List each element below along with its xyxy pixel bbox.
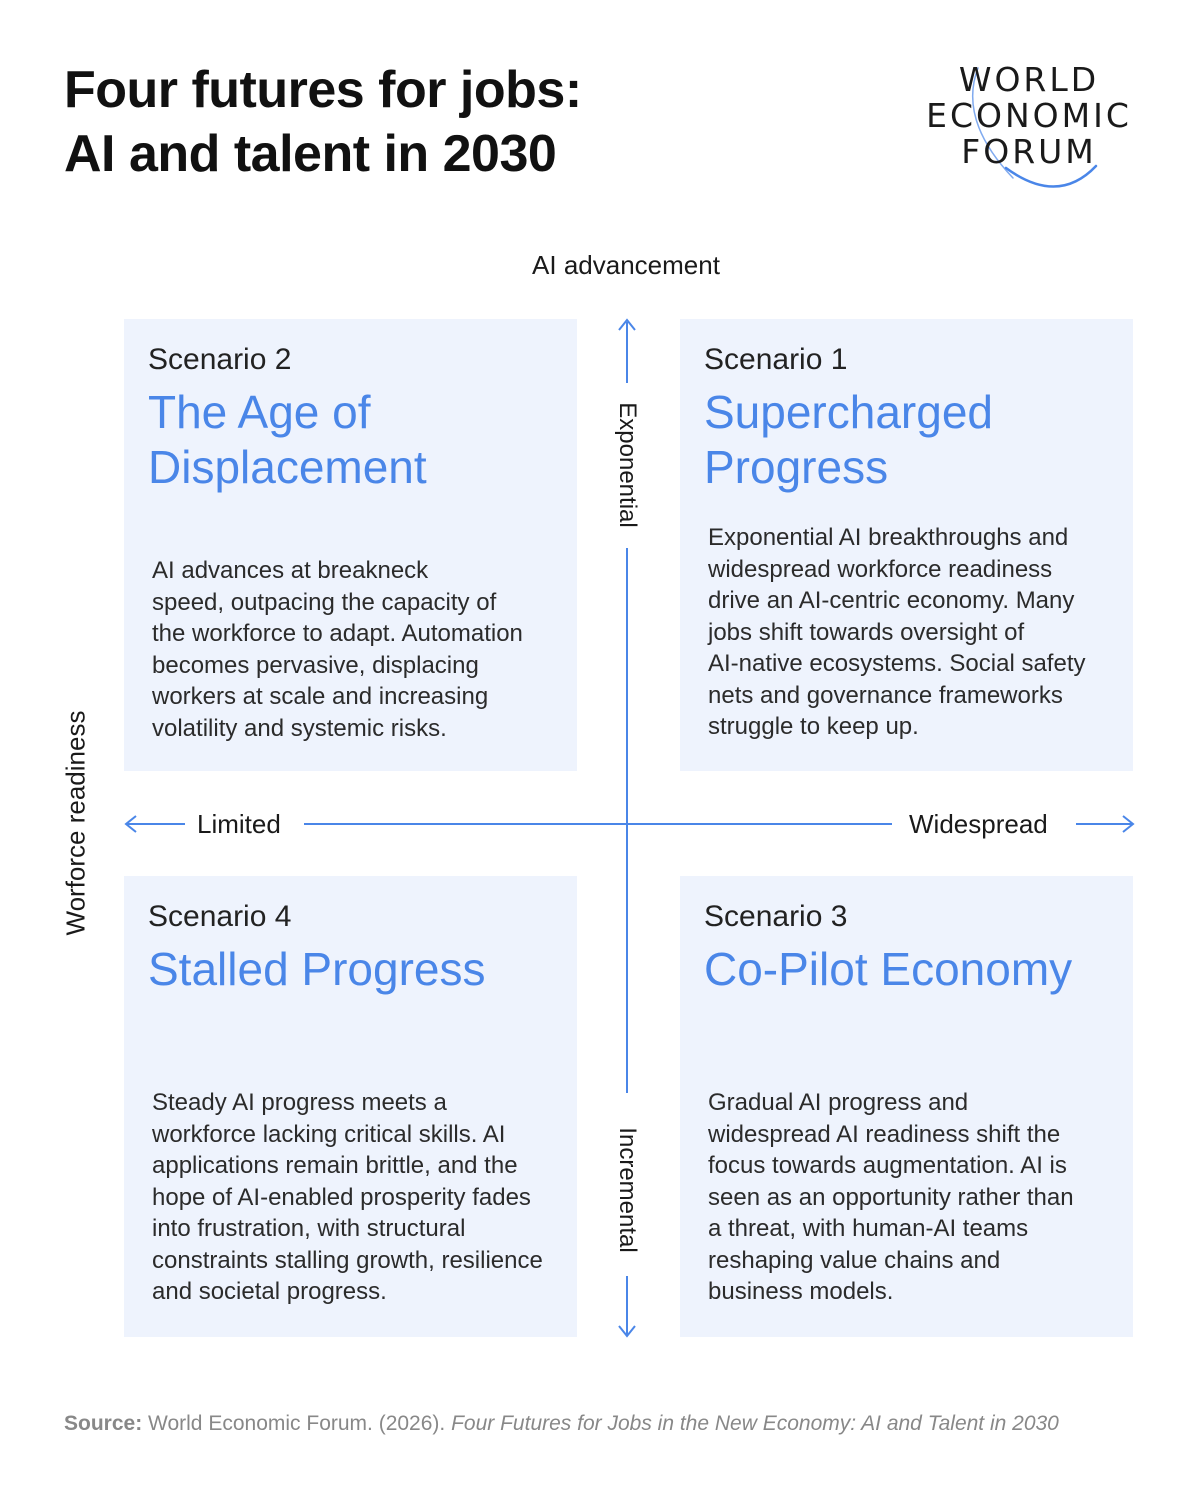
- desc-line: speed, outpacing the capacity of: [152, 588, 497, 616]
- desc-line: Exponential AI breakthroughs and: [708, 524, 1069, 551]
- desc-line: a threat, with human-AI teams: [708, 1215, 1029, 1242]
- axis-label-widespread: Widespread: [909, 809, 1048, 839]
- desc-line: widespread workforce readiness: [708, 555, 1053, 583]
- desc-line: nets and governance frameworks: [708, 681, 1063, 709]
- desc-line: workers at scale and increasing: [152, 683, 489, 710]
- desc-line: the workforce to adapt. Automation: [152, 620, 523, 647]
- axis-label-incremental: Incremental: [614, 1127, 641, 1253]
- desc-line: struggle to keep up.: [708, 713, 919, 740]
- logo-line-1: WORLD: [958, 60, 1100, 99]
- axis-label-exponential: Exponential: [614, 402, 641, 528]
- desc-line: into frustration, with structural: [152, 1215, 466, 1242]
- desc-line: and societal progress.: [152, 1278, 387, 1305]
- desc-line: becomes pervasive, displacing: [152, 651, 479, 679]
- vertical-axis-title: AI advancement: [532, 250, 720, 280]
- axis-label-limited: Limited: [197, 809, 281, 839]
- scenario-3-label: Scenario 3: [704, 900, 848, 933]
- desc-line: volatility and systemic risks.: [152, 714, 447, 742]
- desc-line: hope of AI-enabled prosperity fades: [152, 1183, 531, 1211]
- source-label: Source:: [64, 1412, 143, 1435]
- source-text: World Economic Forum. (2026).: [148, 1412, 446, 1435]
- desc-line: focus towards augmentation. AI is: [708, 1152, 1067, 1179]
- scenario-1-label: Scenario 1: [704, 343, 848, 376]
- horizontal-axis-title: Worforce readiness: [60, 710, 91, 936]
- scenario-2-label: Scenario 2: [148, 343, 292, 376]
- scenario-1-name-line-1: Supercharged: [704, 386, 993, 438]
- desc-line: business models.: [708, 1278, 894, 1305]
- desc-line: applications remain brittle, and the: [152, 1152, 518, 1179]
- desc-line: widespread AI readiness shift the: [708, 1120, 1061, 1148]
- desc-line: AI advances at breakneck: [152, 557, 429, 584]
- desc-line: workforce lacking critical skills. AI: [152, 1120, 506, 1148]
- desc-line: Steady AI progress meets a: [152, 1089, 447, 1116]
- scenario-1-name-line-2: Progress: [704, 441, 889, 493]
- desc-line: drive an AI-centric economy. Many: [708, 587, 1075, 614]
- source-note: [64, 1412, 1144, 1436]
- desc-line: jobs shift towards oversight of: [708, 618, 1025, 646]
- logo-line-2: ECONOMIC: [926, 96, 1132, 135]
- scenario-4-name-line-1: Stalled Progress: [148, 943, 486, 995]
- logo-line-3: FORUM: [961, 132, 1097, 171]
- desc-line: seen as an opportunity rather than: [708, 1183, 1074, 1211]
- title-line-2: AI and talent in 2030: [64, 125, 557, 183]
- title-line-1: Four futures for jobs:: [64, 61, 582, 119]
- desc-line: Gradual AI progress and: [708, 1089, 969, 1116]
- scenario-2-name-line-1: The Age of: [148, 386, 371, 438]
- source-publication: Four Futures for Jobs in the New Economy: AI and Talent in 2030: [451, 1412, 1059, 1435]
- desc-line: AI-native ecosystems. Social safety: [708, 650, 1086, 677]
- desc-line: constraints stalling growth, resilience: [152, 1246, 543, 1274]
- scenario-4-label: Scenario 4: [148, 900, 292, 933]
- scenario-3-name-line-1: Co-Pilot Economy: [704, 943, 1073, 995]
- scenario-2-name-line-2: Displacement: [148, 441, 427, 493]
- desc-line: reshaping value chains and: [708, 1246, 1001, 1274]
